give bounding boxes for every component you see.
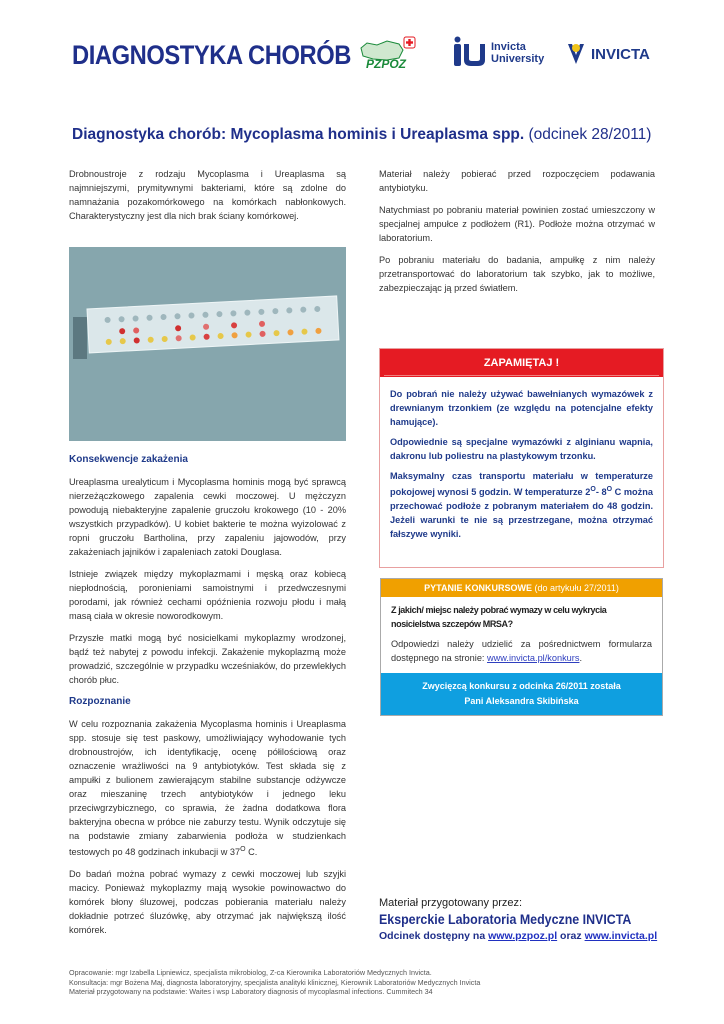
invicta-university-text: Invicta University: [491, 41, 545, 65]
pzpoz-link[interactable]: www.pzpoz.pl: [488, 930, 558, 942]
quiz-title: PYTANIE KONKURSOWE (do artykułu 27/2011): [381, 579, 662, 597]
winner-line-1: Zwycięzcą konkursu z odcinka 26/2011 została: [422, 681, 621, 691]
episode-availability: Odcinek dostępny na www.pzpoz.pl oraz www.invicta.pl: [379, 930, 658, 942]
right-column-body: [379, 167, 655, 303]
page-title: DIAGNOSTYKA CHORÓB: [72, 40, 351, 70]
lab-name: Eksperckie Laboratoria Medyczne INVICTA: [379, 912, 632, 927]
remember-point-2: Odpowiednie są specjalne wymazówki z alginianu wapnia, dakronu lub poliestru na plastykowym trzonku.: [390, 437, 653, 461]
invicta-logo-text: INVICTA: [591, 46, 650, 63]
section-diagnosis-title: Rozpoznanie: [69, 696, 131, 707]
left-column-intro: [69, 167, 346, 231]
contest-link[interactable]: www.invicta.pl/konkurs: [487, 653, 580, 663]
remember-point-1: Do pobrań nie należy używać bawełnianych wymazówek z drewnianym trzonkiem (ze względu na potencjalne efekty hamujące).: [390, 389, 653, 427]
article-subtitle: [72, 126, 651, 144]
pzpoz-logo-text: PZPOZ: [366, 57, 407, 71]
invicta-link[interactable]: www.invicta.pl: [584, 930, 658, 942]
footer-consultation: Konsultacja: mgr Bożena Maj, diagnosta laboratoryjny, specjalista analityki klinicznej, Kierownik Laboratoriów Medycznych Invicta: [69, 977, 481, 987]
right-paragraph-2: Natychmiast po pobraniu materiał powinien zostać umieszczony w specjalnej ampułce z podłożem (R1). Podłoże można otrzymać w laboratorium.: [379, 205, 655, 243]
remember-point-3: Maksymalny czas transportu materiału w temperaturze pokojowej wynosi 5 godzin. W temperaturze $2^O-$ $8^O$ C można przechować podłoże z pobranym materiałem do 48 godzin. Jeżeli warunki te nie są przestrzegane, można otrzymać fałszywe wyniki.: [390, 471, 653, 540]
right-paragraph-1: Materiał należy pobierać przed rozpoczęciem podawania antybiotyku.: [379, 169, 655, 193]
footer-source: Materiał przygotowany na podstawie: Waites i wsp Laboratory diagnosis of mycoplasmal infections. Cummitech 34: [69, 987, 433, 996]
section-consequences-title: Konsekwencje zakażenia: [69, 454, 188, 465]
remember-body: [380, 377, 663, 541]
quiz-answer-info: Odpowiedzi należy udzielić za pośrednictwem formularza dostępnego na stronie: www.invicta.pl/konkurs.: [391, 639, 652, 663]
consequences-paragraph-1: Ureaplasma urealyticum i Mycoplasma hominis mogą być sprawcą nierzeżączkowego zapalenia cewki moczowej. U mężczyzn powodują niebakteryjne zapalenie gruczołu krokowego (10 - 20% wszystkich przypadków). U kobiet bakterie te można wyizolować z ropni gruczołu Bartholina, przy zapaleniu jajowodów, przy zakażeniach jajników i zapaleniach zatoki Douglasa.: [69, 477, 346, 557]
consequences-paragraph-3: Przyszłe matki mogą być nosicielkami mykoplazmy wrodzonej, bądź też nabytej z powodu infekcji. Zakażenie mykoplazmą może prowadzić, szczególnie w przypadku wcześniaków, do przewlekłych chorób płuc.: [69, 633, 346, 685]
diagnosis-paragraph-1: W celu rozpoznania zakażenia Mycoplasma hominis i Ureaplasma spp. stosuje się test paskowy, umożliwiający wyhodowanie tych drobnoustrojów, ich identyfikację, ocenę półilościową oraz oznaczenie wrażliwości na 9 antybiotyków. Test składa się z ampułki z bulionem zawierającym stabilne substancje odżywcze oraz mieszaninę trzech antybiotyków i jednego leku przeciwgrzybicznego, co sprawia, że żadna dodatkowa flora bakteryjna obecna w próbce nie zaburzy testu. Wynik odczytuje się na podstawie zmiany zabarwienia podłoża w studzienkach testowych po 48 godzinach inkubacji w $37^O$ C.: [69, 719, 346, 858]
remember-box: [379, 348, 664, 568]
winner-name: Pani Aleksandra Skibińska: [464, 696, 579, 706]
quiz-box: [380, 578, 663, 716]
intro-paragraph: Drobnoustroje z rodzaju Mycoplasma i Ureaplasma są najmniejszymi, prymitywnymi bakteriami, które są zdolne do namnażania pozakomórkowego na komórkach nabłonkowych. Charakterystyczny jest dla nich brak ściany komórkowej.: [69, 169, 346, 221]
footer-credits: [69, 968, 669, 997]
prepared-by-block: [379, 897, 669, 942]
subtitle-main: Diagnostyka chorób: Mycoplasma hominis i Ureaplasma spp.: [72, 126, 525, 143]
quiz-question: Z jakich/ miejsc należy pobrać wymazy w celu wykrycia nosicielstwa szczepów MRSA?: [391, 605, 607, 629]
diagnosis-paragraph-2: Do badań można pobrać wymazy z cewki moczowej lub szyjki macicy. Ponieważ mykoplazmy mają wysokie powinowactwo do komórek błony śluzowej, podczas pobierania materiału należy dokładnie potrzeć śluzówkę, aby otrzymać jak największą ilość komórek.: [69, 869, 346, 936]
footer-author: Opracowanie: mgr Izabella Lipniewicz, specjalista mikrobiolog, Z-ca Kierownika Laboratoriów Medycznych Invicta.: [69, 968, 432, 977]
quiz-winner-banner: [381, 673, 662, 715]
test-strip-photo: [69, 247, 346, 441]
remember-title: ZAPAMIĘTAJ !: [380, 349, 663, 377]
left-column-body: [69, 453, 346, 945]
test-strip-image: [69, 247, 346, 441]
subtitle-episode: (odcinek 28/2011): [524, 126, 652, 143]
prepared-by-label: Materiał przygotowany przez:: [379, 897, 523, 909]
right-paragraph-3: Po pobraniu materiału do badania, ampułkę z nim należy przetransportować do laboratorium tak szybko, jak to możliwe, zabezpieczając ją przed światłem.: [379, 255, 655, 293]
page-header: [0, 0, 724, 110]
consequences-paragraph-2: Istnieje związek między mykoplazmami i męską oraz kobiecą niepłodnością, poronieniami samoistnymi i przedwczesnymi porodami, jak również cechami opóźnienia rozwoju płodu i małą masą ciała w okresie noworodkowym.: [69, 569, 346, 621]
